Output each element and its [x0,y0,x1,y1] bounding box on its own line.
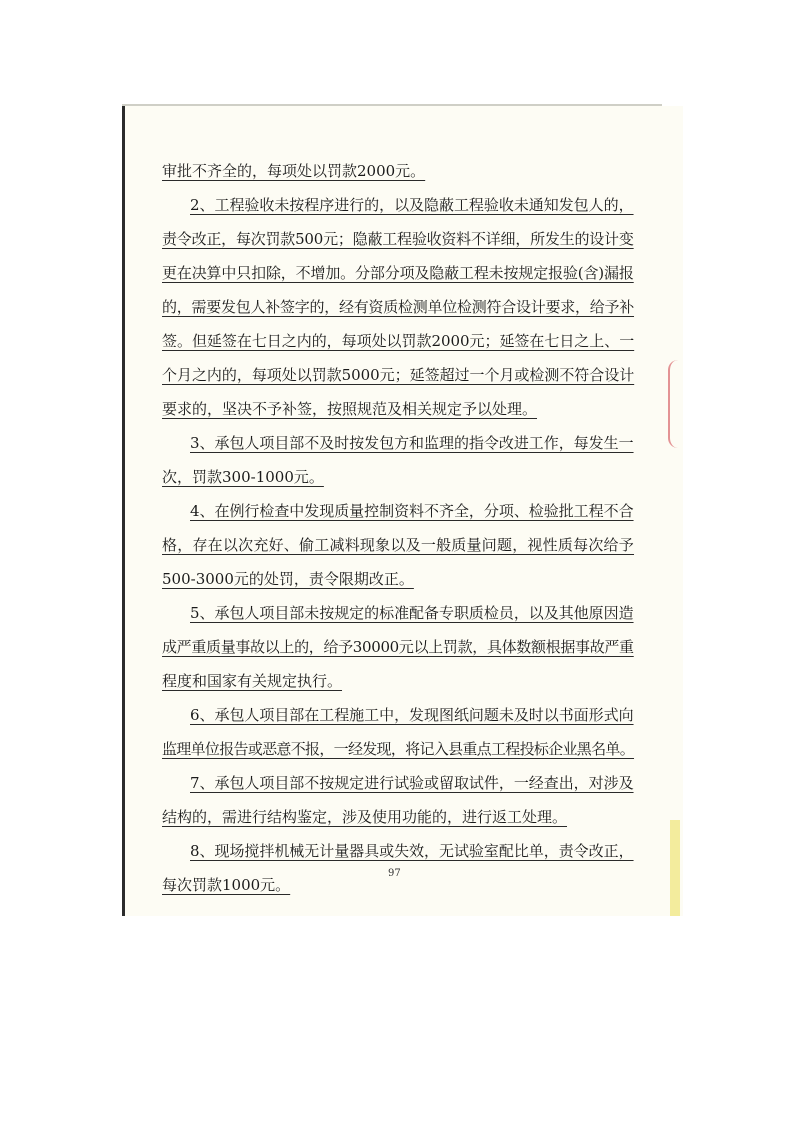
text-line: 3、承包人项目部不及时按发包方和监理的指令改进工作，每发生一 [190,434,634,452]
text-line: 结构的，需进行结构鉴定，涉及使用功能的，进行返工处理。 [162,808,568,826]
text-line: 格，存在以次充好、偷工减料现象以及一般质量问题，视性质每次给予 [162,536,635,554]
text-line: 个月之内的，每项处以罚款5000元；延签超过一个月或检测不符合设计 [162,366,635,384]
text-line: 要求的，坚决不予补签，按照规范及相关规定予以处理。 [162,400,538,418]
text-line: 4、在例行检查中发现质量控制资料不齐全，分项、检验批工程不合 [190,502,634,520]
seal-fragment [668,360,684,448]
text-line: 程度和国家有关规定执行。 [162,672,343,690]
text-line: 500-3000元的处罚，责令限期改正。 [162,570,414,588]
text-line: 6、承包人项目部在工程施工中，发现图纸问题未及时以书面形式向 [190,706,634,724]
text-line: 每次罚款1000元。 [162,876,291,894]
text-line: 责令改正，每次罚款500元；隐蔽工程验收资料不详细，所发生的设计变 [162,230,634,248]
page-number: 97 [388,868,401,879]
text-line: 5、承包人项目部未按规定的标准配备专职质检员，以及其他原因造 [190,604,634,622]
text-line: 成严重质量事故以上的，给予30000元以上罚款，具体数额根据事故严重 [162,638,634,656]
text-line: 8、现场搅拌机械无计量器具或失效，无试验室配比单，责令改正， [190,842,634,860]
text-line: 7、承包人项目部不按规定进行试验或留取试件，一经查出，对涉及 [190,774,634,792]
text-line: 的，需要发包人补签字的，经有资质检测单位检测符合设计要求，给予补 [162,298,635,316]
text-line: 2、工程验收未按程序进行的，以及隐蔽工程验收未通知发包人的， [190,196,634,214]
scan-right-edge-tint [670,820,680,916]
text-line: 更在决算中只扣除，不增加。分部分项及隐蔽工程未按规定报验(含)漏报 [162,264,634,282]
text-line: 审批不齐全的，每项处以罚款2000元。 [162,162,426,180]
text-line: 监理单位报告或恶意不报，一经发现，将记入县重点工程投标企业黑名单。 [162,740,635,758]
text-line: 次，罚款300-1000元。 [162,468,324,486]
text-line: 签。但延签在七日之内的，每项处以罚款2000元；延签在七日之上、一 [162,332,635,350]
